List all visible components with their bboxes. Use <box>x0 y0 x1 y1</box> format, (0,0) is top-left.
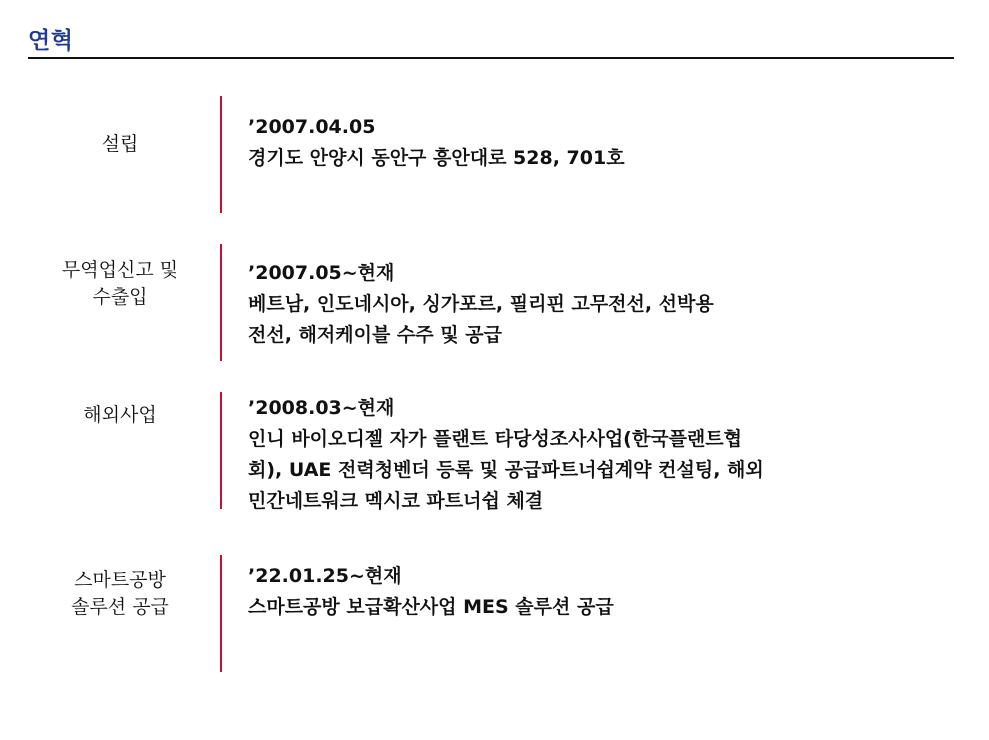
section-label-line: 솔루션 공급 <box>71 596 169 618</box>
section-text-line: 경기도 안양시 동안구 흥안대로 528, 701호 <box>248 147 625 169</box>
section-label <box>40 257 200 311</box>
section-label <box>40 567 200 621</box>
section-divider <box>220 392 222 509</box>
section-label <box>40 402 200 429</box>
section-content <box>248 112 888 174</box>
title-divider <box>28 57 954 59</box>
section-date: ’2008.03~현재 <box>248 397 395 419</box>
section-label-line: 설립 <box>101 133 139 155</box>
section-text-line: 회), UAE 전력청벤더 등록 및 공급파트너쉽계약 컨설팅, 해외 <box>248 459 764 481</box>
section-label-line: 수출입 <box>92 286 148 308</box>
section-content <box>248 258 888 351</box>
section-text-line: 인니 바이오디젤 자가 플랜트 타당성조사사업(한국플랜트협 <box>248 428 742 450</box>
section-label-line: 스마트공방 <box>74 569 166 591</box>
section-text-line: 스마트공방 보급확산사업 MES 솔루션 공급 <box>248 596 614 618</box>
section-label <box>40 131 200 158</box>
section-date: ’2007.05~현재 <box>248 262 395 284</box>
section-text-line: 베트남, 인도네시아, 싱가포르, 필리핀 고무전선, 선박용 <box>248 293 714 315</box>
section-text-line: 민간네트워크 멕시코 파트너쉽 체결 <box>248 490 544 512</box>
section-date: ’2007.04.05 <box>248 116 376 138</box>
section-text-line: 전선, 해저케이블 수주 및 공급 <box>248 324 502 346</box>
section-divider <box>220 96 222 213</box>
section-label-line: 해외사업 <box>83 404 157 426</box>
section-date: ’22.01.25~현재 <box>248 565 402 587</box>
page-title: 연혁 <box>28 28 74 54</box>
section-content <box>248 561 888 623</box>
section-label-line: 무역업신고 및 <box>61 259 179 281</box>
section-divider <box>220 555 222 672</box>
section-divider <box>220 244 222 361</box>
section-content <box>248 393 888 517</box>
